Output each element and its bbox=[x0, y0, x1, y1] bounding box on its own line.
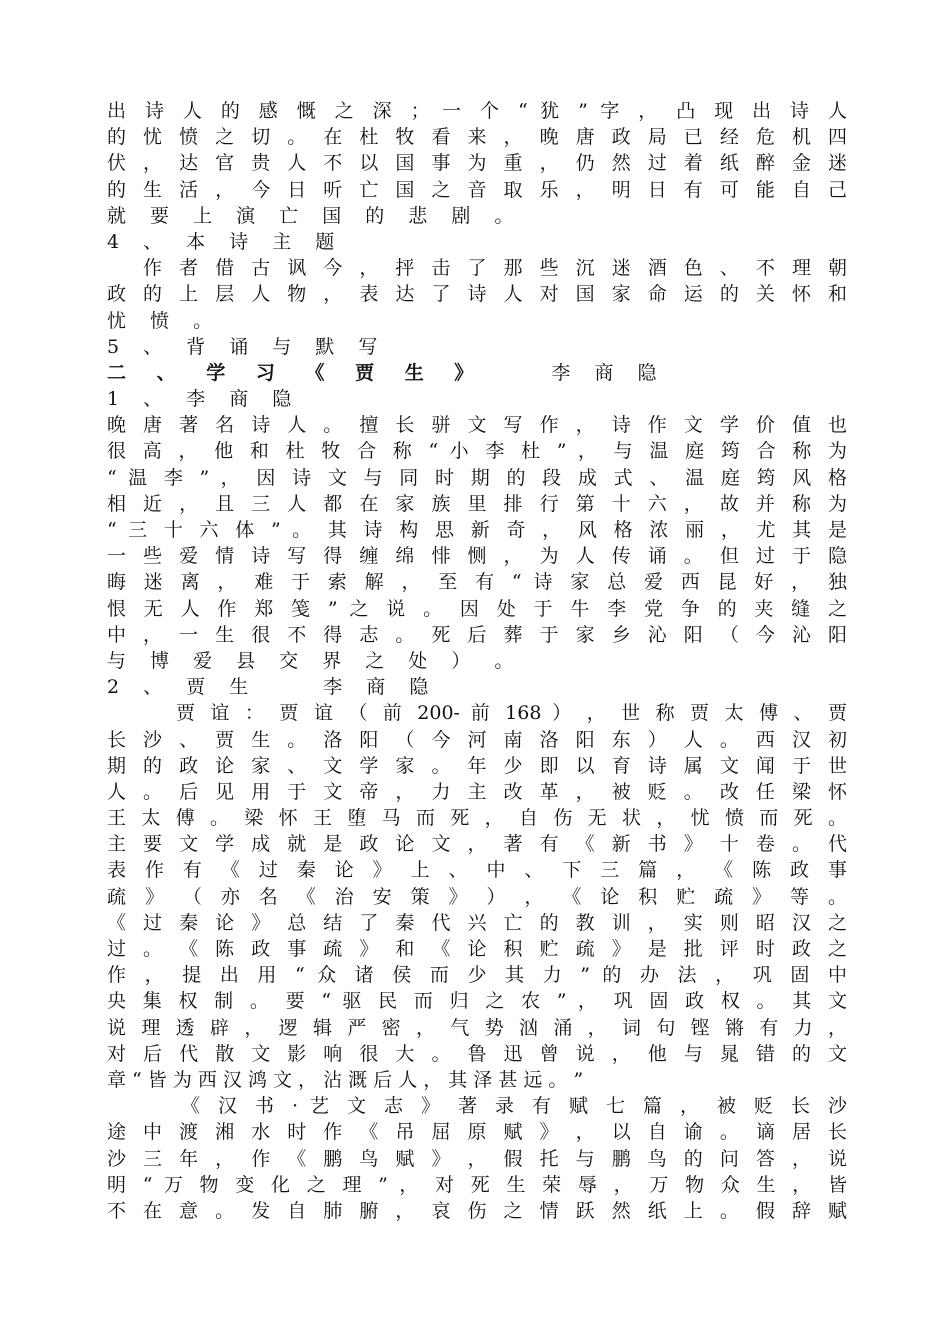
section-heading-theme: 4 、 本 诗 主 题 bbox=[107, 230, 344, 253]
text-line: 与 博 爱 县 交 界 之 处 ） 。 bbox=[107, 649, 523, 672]
text-line: 不 在 意 。 发 自 肺 腑 ， 哀 伤 之 情 跃 然 纸 上 。 假 辞 赋 bbox=[107, 1199, 847, 1222]
text-line: 作 ， 提 出 用 “ 众 诸 侯 而 少 其 力 ” 的 办 法 ， 巩 固 中 bbox=[107, 964, 847, 987]
text-line: 期 的 政 论 家 、 文 学 家 。 年 少 即 以 育 诗 属 文 闻 于 世 bbox=[107, 754, 847, 777]
text-line: 说 理 透 辟 ， 逻 辑 严 密 ， 气 势 汹 涌 ， 词 句 铿 锵 有 力 ， bbox=[107, 1016, 847, 1039]
text-line: 忧 愤 。 bbox=[107, 309, 222, 332]
text-line: 政 的 上 层 人 物 ， 表 达 了 诗 人 对 国 家 命 运 的 关 怀 和 bbox=[107, 283, 847, 306]
text-line: 贾 谊 ： 贾 谊 （ 前 200- 前 168 ） ， 世 称 贾 太 傅 、 贾 bbox=[107, 702, 847, 725]
text-line: “ 三 十 六 体 ” 。 其 诗 构 思 新 奇 ， 风 格 浓 丽 ， 尤 其 是 bbox=[107, 519, 847, 541]
text-line: 央 集 权 制 。 要 “ 驱 民 而 归 之 农 ” ， 巩 固 政 权 。 其 文 bbox=[107, 990, 847, 1013]
text-line: 出 诗 人 的 感 慨 之 深 ； 一 个 “ 犹 ” 字 ， 凸 现 出 诗 人 bbox=[107, 100, 847, 122]
text-line: 《 汉 书 · 艺 文 志 》 著 录 有 赋 七 篇 ， 被 贬 长 沙 bbox=[107, 1095, 847, 1118]
text-line: 晚 唐 著 名 诗 人 。 擅 长 骈 文 写 作 ， 诗 作 文 学 价 值 也 bbox=[107, 414, 847, 437]
text-line: 章 “ 皆 为 西 汉 鸿 文 ， 沾 溉 后 人 ， 其 泽 甚 远 。 ” bbox=[107, 1068, 584, 1091]
text-line: 途 中 渡 湘 水 时 作 《 吊 屈 原 赋 》 ， 以 自 谕 。 谪 居 长 bbox=[107, 1121, 847, 1144]
text-line: 的 忧 愤 之 切 。 在 杜 牧 看 来 ， 晚 唐 政 局 已 经 危 机 四 bbox=[107, 126, 847, 149]
heading-author: 李 商 隐 bbox=[551, 361, 666, 384]
text-line: 表 作 有 《 过 秦 论 》 上 、 中 、 下 三 篇 ， 《 陈 政 事 bbox=[107, 859, 847, 882]
text-line: 中 ， 一 生 很 不 得 志 。 死 后 葬 于 家 乡 沁 阳 （ 今 沁 阳 bbox=[107, 623, 847, 646]
text-line: 很 高 ， 他 和 杜 牧 合 称 “ 小 李 杜 ” ， 与 温 庭 筠 合 称 为 bbox=[107, 440, 847, 463]
text-line: 恨 无 人 作 郑 笺 ” 之 说 。 因 处 于 牛 李 党 争 的 夹 缝 之 bbox=[107, 597, 847, 620]
text-line: 王 太 傅 。 梁 怀 王 堕 马 而 死 ， 自 伤 无 状 ， 忧 愤 而 死 。 bbox=[107, 807, 847, 830]
text-line: 疏 》 （ 亦 名 《 治 安 策 》 ） ， 《 论 积 贮 疏 》 等 。 bbox=[107, 885, 847, 908]
text-line: 的 生 活 ， 今 日 听 亡 国 之 音 取 乐 ， 明 日 有 可 能 自 己 bbox=[107, 178, 847, 201]
text-line: 晦 迷 离 ， 难 于 索 解 ， 至 有 “ 诗 家 总 爱 西 昆 好 ， 独 bbox=[107, 571, 847, 594]
text-line: 明 “ 万 物 变 化 之 理 ” ， 对 死 生 荣 辱 ， 万 物 众 生 ， 皆 bbox=[107, 1173, 847, 1196]
text-line: 相 近 ， 且 三 人 都 在 家 族 里 排 行 第 十 六 ， 故 并 称 为 bbox=[107, 492, 847, 515]
text-line: 过 。 《 陈 政 事 疏 》 和 《 论 积 贮 疏 》 是 批 评 时 政 之 bbox=[107, 938, 847, 960]
text-line: 伏 ， 达 官 贵 人 不 以 国 事 为 重 ， 仍 然 过 着 纸 醉 金 迷 bbox=[107, 152, 847, 175]
text-line: 作 者 借 古 讽 今 ， 抨 击 了 那 些 沉 迷 酒 色 、 不 理 朝 bbox=[107, 257, 847, 280]
text-line: 《 过 秦 论 》 总 结 了 秦 代 兴 亡 的 教 训 ， 实 则 昭 汉 之 bbox=[107, 911, 847, 934]
text-line: 就 要 上 演 亡 国 的 悲 剧 。 bbox=[107, 204, 523, 227]
text-line: 人 。 后 见 用 于 文 帝 ， 力 主 改 革 ， 被 贬 。 改 任 梁 怀 bbox=[107, 780, 847, 803]
subheading-title: 2 、 贾 生 bbox=[107, 676, 258, 699]
heading-title: 二 、 学 习 《 贾 生 》 bbox=[107, 361, 486, 384]
section-heading-recite: 5 、 背 诵 与 默 写 bbox=[107, 335, 387, 358]
subheading-jiasheng bbox=[107, 674, 847, 700]
text-line: “ 温 李 ” ， 因 诗 文 与 同 时 期 的 段 成 式 、 温 庭 筠 风 格 bbox=[107, 466, 847, 489]
subheading-li-shangyin: 1 、 李 商 隐 bbox=[107, 388, 301, 411]
section-heading-jiasheng bbox=[107, 360, 847, 386]
text-line: 沙 三 年 ， 作 《 鹏 鸟 赋 》 ， 假 托 与 鹏 鸟 的 问 答 ， 说 bbox=[107, 1147, 847, 1170]
text-line: 长 沙 、 贾 生 。 洛 阳 （ 今 河 南 洛 阳 东 ） 人 。 西 汉 初 bbox=[107, 728, 847, 751]
text-line: 一 些 爱 情 诗 写 得 缠 绵 悱 恻 ， 为 人 传 诵 。 但 过 于 隐 bbox=[107, 545, 847, 568]
subheading-author: 李 商 隐 bbox=[323, 676, 438, 699]
text-line: 对 后 代 散 文 影 响 很 大 。 鲁 迅 曾 说 ， 他 与 晁 错 的 文 bbox=[107, 1042, 847, 1065]
document-body bbox=[107, 98, 847, 1224]
text-line: 主 要 文 学 成 就 是 政 论 文 ， 著 有 《 新 书 》 十 卷 。 代 bbox=[107, 833, 847, 856]
